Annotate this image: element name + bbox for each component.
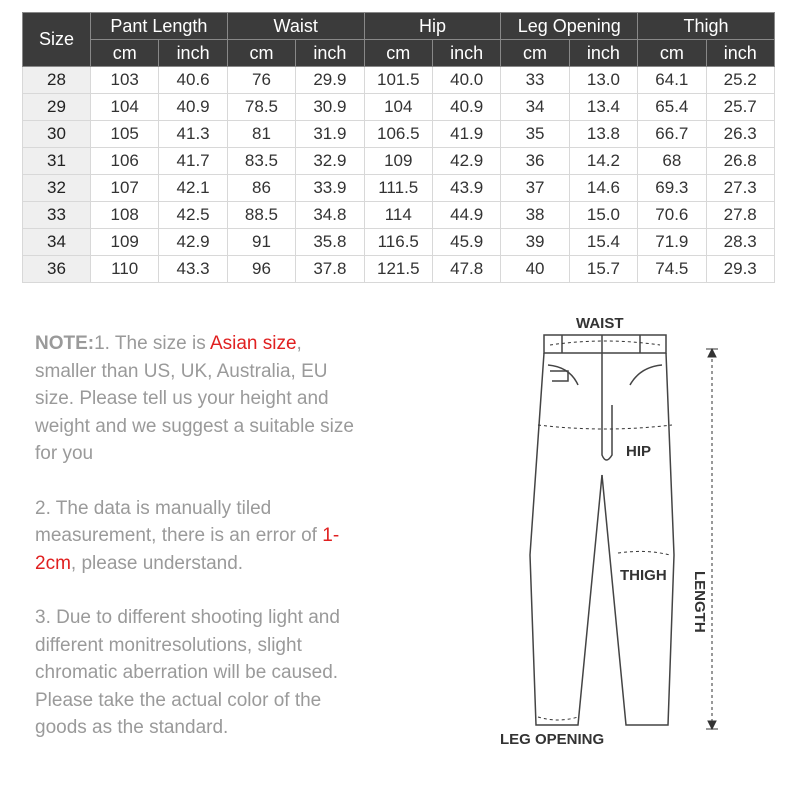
size-cell: 31 — [23, 148, 91, 175]
measurement-cell: 26.3 — [706, 121, 774, 148]
measurement-cell: 71.9 — [638, 229, 706, 256]
measurement-cell: 30.9 — [296, 94, 364, 121]
measurement-cell: 47.8 — [432, 256, 500, 283]
unit-header-cm: cm — [91, 40, 159, 67]
measurement-cell: 29.9 — [296, 67, 364, 94]
measurement-cell: 34 — [501, 94, 569, 121]
measurement-cell: 96 — [227, 256, 295, 283]
hip-label: HIP — [626, 443, 652, 460]
group-header-leg-opening: Leg Opening — [501, 13, 638, 40]
note-1-rest: , smaller than US, UK, Australia, EU size. Please tell us your height and weight and we suggest a suitable size for you — [35, 333, 354, 464]
measurement-cell: 35.8 — [296, 229, 364, 256]
measurement-cell: 104 — [91, 94, 159, 121]
measurement-cell: 69.3 — [638, 175, 706, 202]
measurement-cell: 76 — [227, 67, 295, 94]
unit-header-inch: inch — [159, 40, 227, 67]
unit-header-cm: cm — [364, 40, 432, 67]
pants-outline-icon — [490, 305, 780, 765]
size-cell: 33 — [23, 202, 91, 229]
measurement-cell: 109 — [91, 229, 159, 256]
leg-opening-label: LEG OPENING — [500, 731, 605, 748]
table-row — [23, 256, 775, 283]
measurement-cell: 116.5 — [364, 229, 432, 256]
measurement-cell: 109 — [364, 148, 432, 175]
measurement-cell: 32.9 — [296, 148, 364, 175]
note-1-text: 1. The size is — [94, 333, 210, 354]
group-header-hip: Hip — [364, 13, 501, 40]
table-row — [23, 175, 775, 202]
measurement-cell: 40.0 — [432, 67, 500, 94]
size-header: Size — [23, 13, 91, 67]
measurement-cell: 44.9 — [432, 202, 500, 229]
measurement-cell: 43.9 — [432, 175, 500, 202]
error-range-highlight: 1-2cm — [35, 525, 340, 574]
measurement-cell: 107 — [91, 175, 159, 202]
measurement-cell: 111.5 — [364, 175, 432, 202]
measurement-cell: 33.9 — [296, 175, 364, 202]
measurement-cell: 83.5 — [227, 148, 295, 175]
waist-label: WAIST — [576, 315, 624, 332]
measurement-cell: 42.1 — [159, 175, 227, 202]
unit-header-inch: inch — [432, 40, 500, 67]
measurement-cell: 74.5 — [638, 256, 706, 283]
table-row — [23, 229, 775, 256]
measurement-cell: 121.5 — [364, 256, 432, 283]
measurement-cell: 65.4 — [638, 94, 706, 121]
measurement-cell: 31.9 — [296, 121, 364, 148]
measurement-cell: 41.7 — [159, 148, 227, 175]
size-cell: 30 — [23, 121, 91, 148]
measurement-cell: 13.0 — [569, 67, 637, 94]
measurement-cell: 86 — [227, 175, 295, 202]
asian-size-highlight: Asian size — [209, 333, 297, 354]
notes-block — [35, 330, 365, 769]
measurement-cell: 103 — [91, 67, 159, 94]
measurement-cell: 29.3 — [706, 256, 774, 283]
measurement-cell: 40.9 — [159, 94, 227, 121]
measurement-cell: 15.4 — [569, 229, 637, 256]
unit-header-inch: inch — [569, 40, 637, 67]
measurement-cell: 110 — [91, 256, 159, 283]
measurement-cell: 42.9 — [159, 229, 227, 256]
measurement-cell: 33 — [501, 67, 569, 94]
note-1 — [35, 330, 365, 468]
table-row — [23, 148, 775, 175]
measurement-cell: 104 — [364, 94, 432, 121]
measurement-cell: 108 — [91, 202, 159, 229]
measurement-cell: 40 — [501, 256, 569, 283]
measurement-cell: 13.4 — [569, 94, 637, 121]
measurement-cell: 37.8 — [296, 256, 364, 283]
group-header-pant-length: Pant Length — [91, 13, 228, 40]
measurement-cell: 40.6 — [159, 67, 227, 94]
unit-header-cm: cm — [638, 40, 706, 67]
unit-header-inch: inch — [296, 40, 364, 67]
measurement-cell: 42.9 — [432, 148, 500, 175]
thigh-label: THIGH — [620, 567, 667, 584]
measurement-cell: 42.5 — [159, 202, 227, 229]
measurement-cell: 14.2 — [569, 148, 637, 175]
measurement-cell: 15.0 — [569, 202, 637, 229]
measurement-cell: 41.9 — [432, 121, 500, 148]
measurement-cell: 27.8 — [706, 202, 774, 229]
measurement-cell: 45.9 — [432, 229, 500, 256]
table-row — [23, 94, 775, 121]
measurement-cell: 14.6 — [569, 175, 637, 202]
measurement-cell: 101.5 — [364, 67, 432, 94]
measurement-cell: 91 — [227, 229, 295, 256]
measurement-cell: 106 — [91, 148, 159, 175]
measurement-cell: 35 — [501, 121, 569, 148]
table-row — [23, 121, 775, 148]
note-2-rest: , please understand. — [70, 552, 244, 574]
size-cell: 32 — [23, 175, 91, 202]
measurement-cell: 66.7 — [638, 121, 706, 148]
measurement-cell: 28.3 — [706, 229, 774, 256]
measurement-cell: 27.3 — [706, 175, 774, 202]
pants-diagram — [490, 305, 780, 765]
measurement-cell: 40.9 — [432, 94, 500, 121]
measurement-cell: 106.5 — [364, 121, 432, 148]
measurement-cell: 36 — [501, 148, 569, 175]
measurement-cell: 81 — [227, 121, 295, 148]
measurement-cell: 68 — [638, 148, 706, 175]
unit-header-cm: cm — [227, 40, 295, 67]
measurement-cell: 13.8 — [569, 121, 637, 148]
size-cell: 28 — [23, 67, 91, 94]
unit-header-cm: cm — [501, 40, 569, 67]
group-header-waist: Waist — [227, 13, 364, 40]
table-row — [23, 202, 775, 229]
measurement-cell: 105 — [91, 121, 159, 148]
note-2-text: 2. The data is manually tiled measurement, there is an error of — [35, 497, 323, 546]
measurement-cell: 34.8 — [296, 202, 364, 229]
size-chart-table — [22, 12, 775, 283]
measurement-cell: 15.7 — [569, 256, 637, 283]
size-cell: 36 — [23, 256, 91, 283]
measurement-cell: 43.3 — [159, 256, 227, 283]
group-header-thigh: Thigh — [638, 13, 775, 40]
length-label: LENGTH — [691, 571, 708, 633]
measurement-cell: 39 — [501, 229, 569, 256]
size-cell: 29 — [23, 94, 91, 121]
measurement-cell: 88.5 — [227, 202, 295, 229]
note-2 — [35, 495, 365, 578]
unit-header-row — [23, 40, 775, 67]
table-header-row — [23, 13, 775, 40]
measurement-cell: 25.7 — [706, 94, 774, 121]
measurement-cell: 78.5 — [227, 94, 295, 121]
measurement-cell: 37 — [501, 175, 569, 202]
note-label: NOTE: — [35, 333, 95, 354]
measurement-cell: 25.2 — [706, 67, 774, 94]
measurement-cell: 114 — [364, 202, 432, 229]
measurement-cell: 70.6 — [638, 202, 706, 229]
size-cell: 34 — [23, 229, 91, 256]
measurement-cell: 26.8 — [706, 148, 774, 175]
measurement-cell: 64.1 — [638, 67, 706, 94]
table-row — [23, 67, 775, 94]
measurement-cell: 41.3 — [159, 121, 227, 148]
measurement-cell: 38 — [501, 202, 569, 229]
unit-header-inch: inch — [706, 40, 774, 67]
note-3: 3. Due to different shooting light and different monitresolutions, slight chromatic aberration will be caused. Please take the actual color of the goods as the standard. — [35, 607, 340, 738]
